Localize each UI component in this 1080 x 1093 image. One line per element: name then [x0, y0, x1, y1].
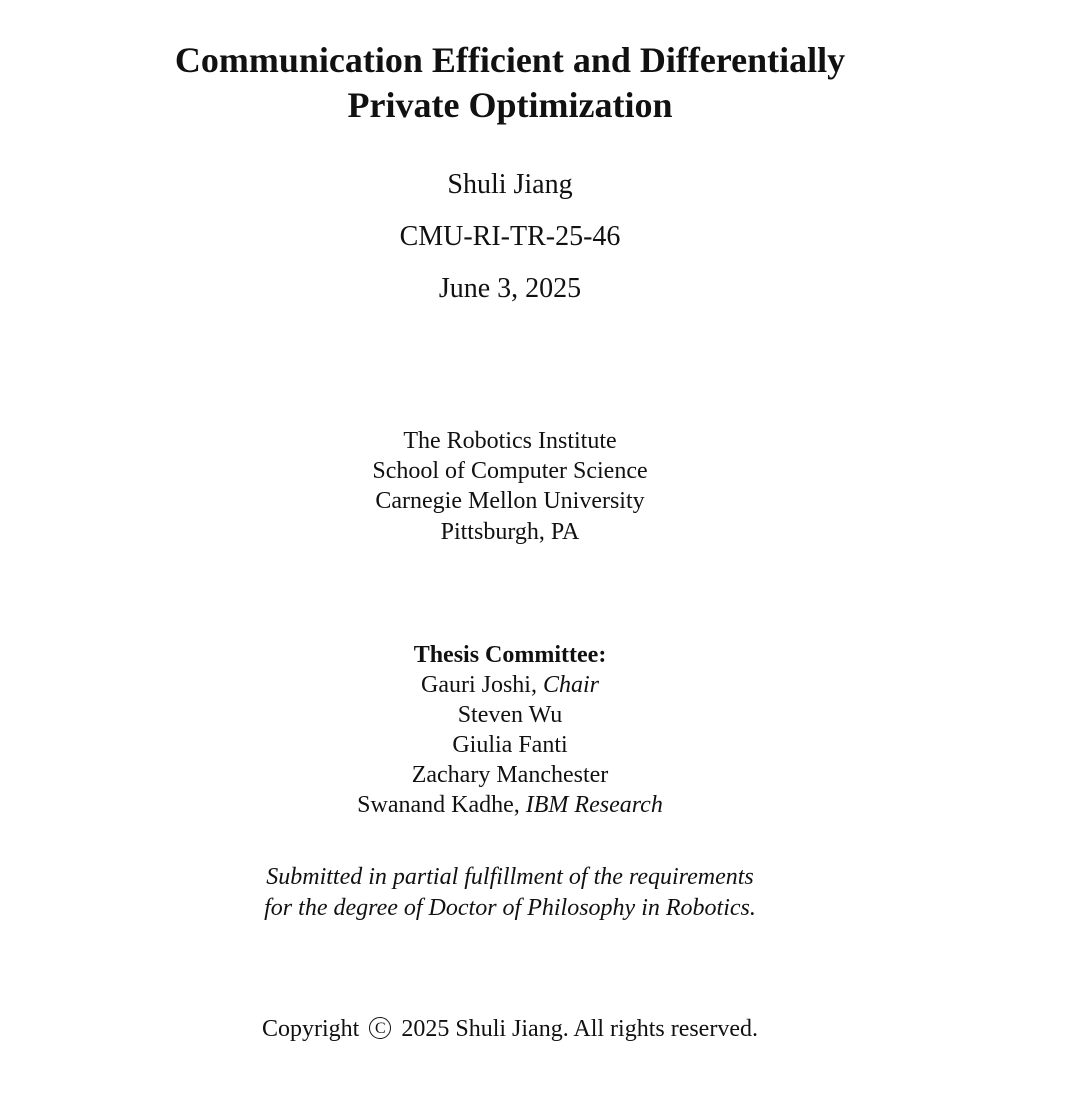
author-name: Shuli Jiang [447, 169, 573, 200]
copyright-notice [0, 1014, 1020, 1044]
committee-member-name: Steven Wu [457, 702, 563, 728]
affiliation-line-3: Carnegie Mellon University [375, 488, 645, 514]
committee-member-name: Gauri Joshi [420, 672, 531, 698]
submission-line-1: Submitted in partial fulfillment of the requirements [266, 864, 754, 890]
committee-separator: , [513, 792, 526, 818]
affiliation-line-4: Pittsburgh, PA [440, 519, 580, 545]
committee-member [0, 700, 1020, 730]
report-date: June 3, 2025 [438, 273, 582, 304]
committee-member [0, 670, 1020, 700]
copyright-text: 2025 Shuli Jiang. All rights reserved. [401, 1016, 758, 1042]
copyright-prefix: Copyright [262, 1016, 360, 1042]
title-line-2: Private Optimization [347, 85, 673, 125]
committee-member [0, 760, 1020, 790]
committee-heading: Thesis Committee: [413, 642, 607, 668]
report-number: CMU-RI-TR-25-46 [399, 221, 621, 252]
submission-line-2: for the degree of Doctor of Philosophy in Robotics. [264, 895, 756, 921]
committee-member-name: Zachary Manchester [411, 762, 609, 788]
committee-member-name: Giulia Fanti [452, 732, 568, 758]
committee-member-name: Swanand Kadhe [357, 792, 514, 818]
committee-member-role: Chair [542, 672, 599, 698]
committee-separator: , [530, 672, 543, 698]
committee-member [0, 730, 1020, 760]
copyright-icon: C [369, 1017, 391, 1039]
affiliation-line-1: The Robotics Institute [403, 428, 617, 454]
committee-member [0, 790, 1020, 820]
affiliation-line-2: School of Computer Science [372, 458, 648, 484]
committee-member-role: IBM Research [525, 792, 663, 818]
title-line-1: Communication Efficient and Differentially [174, 40, 846, 80]
